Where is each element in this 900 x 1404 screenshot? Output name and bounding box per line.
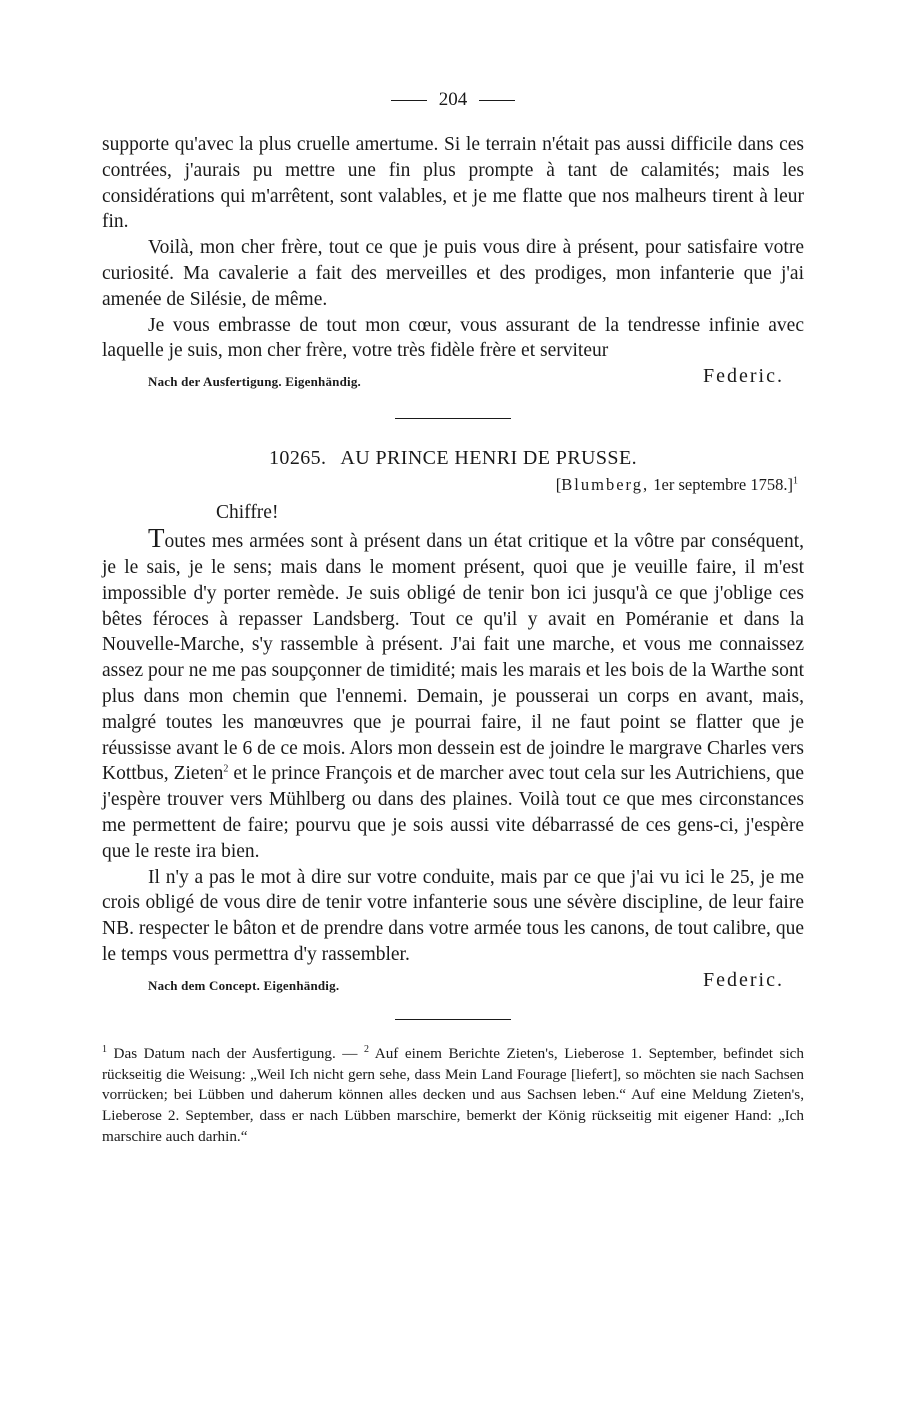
document-page: [102, 88, 804, 1148]
date-text: 1er septembre 1758.]: [649, 475, 793, 495]
letter-paragraph-2: Il n'y a pas le mot à dire sur votre conduite, mais par ce que j'ai vu ici le 25, je me crois obligé de vous dire de tenir votre infanterie sous une sévère discipline, de leur faire NB. respecter le bâton et de prendre dans votre armée tous les canons, de tout calibre, que le temps vous permettra d'y rassembler.: [102, 866, 804, 965]
continued-paragraph-3: Je vous embrasse de tout mon cœur, vous assurant de la tendresse infinie avec laquelle je suis, mon cher frère, votre très fidèle frère et serviteur: [102, 314, 804, 362]
footnote-1-text: Das Datum nach der Ausfertigung. —: [107, 1044, 365, 1062]
footnote-2-mark: 2: [364, 1043, 370, 1055]
footnotes: [102, 1044, 804, 1148]
footnote-2-text: Auf einem Berichte Zieten's, Lieberose 1. September, befindet sich rückseitig die Weisung: „Weil Ich nicht gern sehe, dass Mein Land Fourage [liefert], so möchten sie nach Sachsen vorrücken; bei Lübben und daherum können alles decken und aus Sachsen leben.“ Auf eine Meldung Zieten's, Lieberose 2. September, dass er nach Lübben marschire, bemerkt der König rückseitig mit eigener Hand: „Ich marschire auch darhin.“: [102, 1044, 804, 1145]
source-note: Nach der Ausfertigung. Eigenhändig.: [148, 374, 361, 390]
page-header: [102, 88, 804, 112]
letter-paragraph-1-text-b: et le prince François et de marcher avec tout cela sur les Autrichiens, que j'espère trouver vers Mühlberg ou dans des plaines. Voilà tout ce que mes circonstances me permettent de faire; pourvu que je sois aussi vite débarrassé de ces gens-ci, j'espère que le reste ira bien.: [102, 763, 804, 862]
letter-number: 10265.: [269, 447, 327, 470]
signature: Federic.: [703, 968, 784, 991]
letter-paragraph-1: [102, 523, 804, 864]
source-note: Nach dem Concept. Eigenhändig.: [148, 977, 340, 993]
date-bracket: [: [555, 475, 562, 495]
initial-letter: T: [148, 523, 165, 554]
header-dash-right: [479, 100, 515, 101]
continued-paragraph-1: supporte qu'avec la plus cruelle amertume. Si le terrain n'était pas aussi difficile dans ces contrées, j'aurais pu mettre une fin plus prompte à tant de calamités; mais les considérations qui m'arrêtent, sont valables, et je me flatte que nos malheurs tirent à leur fin.: [102, 134, 804, 233]
footnote-rule: [395, 1019, 511, 1020]
footnote-1-mark: 1: [102, 1043, 107, 1055]
letter-paragraph-1-text-a: outes mes armées sont à présent dans un état critique et la vôtre par conséquent, je le sais, je le sens; mais dans le moment présent, quoi que je veuille faire, il m'est impossible d'y porter remède. Je suis obligé de tenir bon ici jusqu'à ce que j'oblige ces bêtes féroces à repasser Landsberg. Tout ce qu'il y avait en Poméranie et dans la Nouvelle-Marche, s'y rassemble à présent. J'ai fait une marche, et vous me connaissez assez pour ne me pas soupçonner de timidité; mais les marais et les bois de la Warthe sont plus dans mon chemin que l'ennemi. Demain, je pousserai un corps en avant, mais, malgré toutes les manœuvres que je pourrai faire, il ne faut point se flatter que je réussisse avant le 6 de ce mois. Alors mon dessein est de joindre le margrave Charles vers Kottbus, Zieten: [102, 531, 804, 785]
continued-paragraph-2: Voilà, mon cher frère, tout ce que je puis vous dire à présent, pour satisfaire votre curiosité. Ma cavalerie a fait des merveilles et des prodiges, mon infanterie que j'ai amenée de Silésie, de même.: [102, 237, 804, 310]
letter-dateline: [102, 473, 804, 497]
chiffre-note: Chiffre!: [216, 502, 279, 524]
closing-row-2: [102, 969, 804, 999]
signature: Federic.: [703, 365, 784, 388]
letter-heading: [102, 445, 804, 471]
closing-row-1: [102, 365, 804, 395]
date-place: Blumberg,: [561, 475, 650, 495]
page-number: 204: [438, 89, 468, 110]
header-dash-left: [391, 100, 427, 101]
separator-rule: [395, 418, 511, 419]
footnote-mark: 1: [793, 475, 798, 487]
letter-title: AU PRINCE HENRI DE PRUSSE.: [340, 447, 637, 470]
footnote-mark: 2: [223, 763, 229, 775]
